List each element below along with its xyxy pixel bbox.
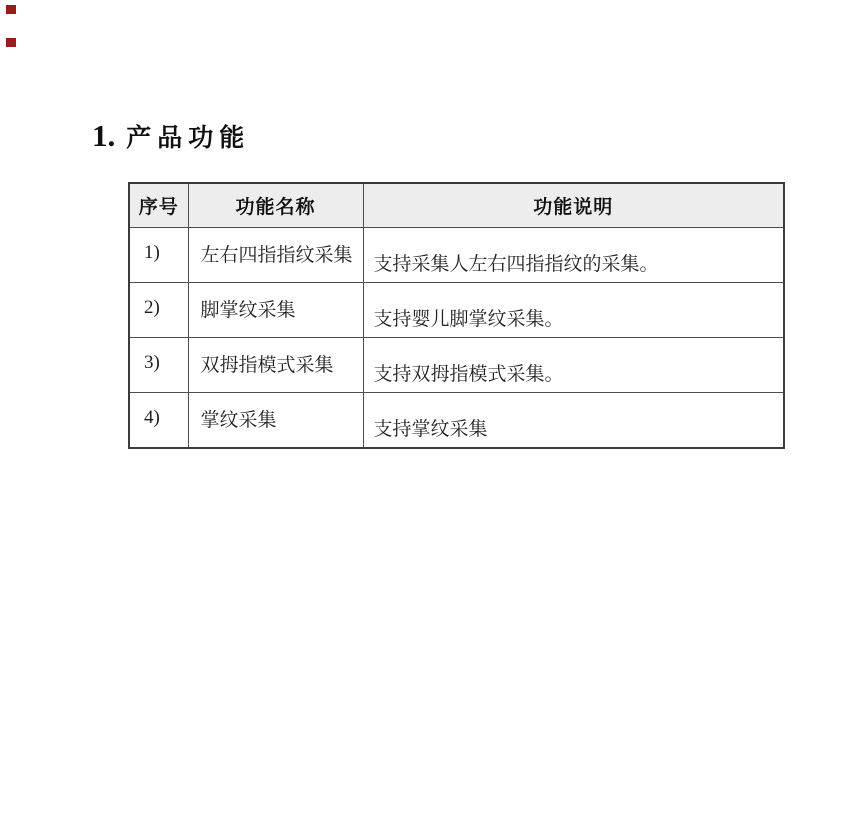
table-cell-function-name	[188, 393, 363, 449]
table-row	[129, 338, 784, 393]
cell-text: 支持采集人左右四指指纹的采集。	[373, 253, 659, 275]
table-cell-function-name	[188, 338, 363, 393]
section-number: 1.	[92, 118, 116, 153]
table-cell-function-description	[363, 228, 784, 283]
table-row	[129, 228, 784, 283]
table-cell-function-description	[363, 338, 784, 393]
cell-text: 2)	[144, 297, 160, 318]
table-cell-index	[129, 228, 188, 283]
table-cell-index	[129, 393, 188, 449]
cell-text: 4)	[144, 407, 160, 428]
cell-text: 双拇指模式采集	[200, 354, 334, 376]
table-header-row	[129, 183, 784, 228]
cell-text: 支持婴儿脚掌纹采集。	[373, 308, 564, 330]
cell-text: 支持掌纹采集	[373, 418, 488, 440]
cell-text: 1)	[144, 242, 160, 263]
column-header-function-description: 功能说明	[363, 183, 784, 228]
cell-text: 掌纹采集	[200, 409, 277, 431]
cell-text: 支持双拇指模式采集。	[373, 363, 564, 385]
corner-mark-top	[6, 5, 16, 14]
table-cell-index	[129, 338, 188, 393]
table-cell-index	[129, 283, 188, 338]
column-header-function-name: 功能名称	[188, 183, 363, 228]
column-header-index: 序号	[129, 183, 188, 228]
corner-mark-bottom	[6, 38, 16, 47]
product-functions-table	[128, 182, 785, 449]
cell-text: 脚掌纹采集	[200, 299, 296, 321]
table-cell-function-description	[363, 283, 784, 338]
cell-text: 左右四指指纹采集	[200, 244, 353, 266]
cell-text: 3)	[144, 352, 160, 373]
table-body	[129, 228, 784, 449]
table-cell-function-description	[363, 393, 784, 449]
table-row	[129, 283, 784, 338]
table-row	[129, 393, 784, 449]
section-heading	[92, 118, 250, 154]
table-cell-function-name	[188, 283, 363, 338]
section-title: 产品功能	[126, 125, 251, 152]
table-cell-function-name	[188, 228, 363, 283]
